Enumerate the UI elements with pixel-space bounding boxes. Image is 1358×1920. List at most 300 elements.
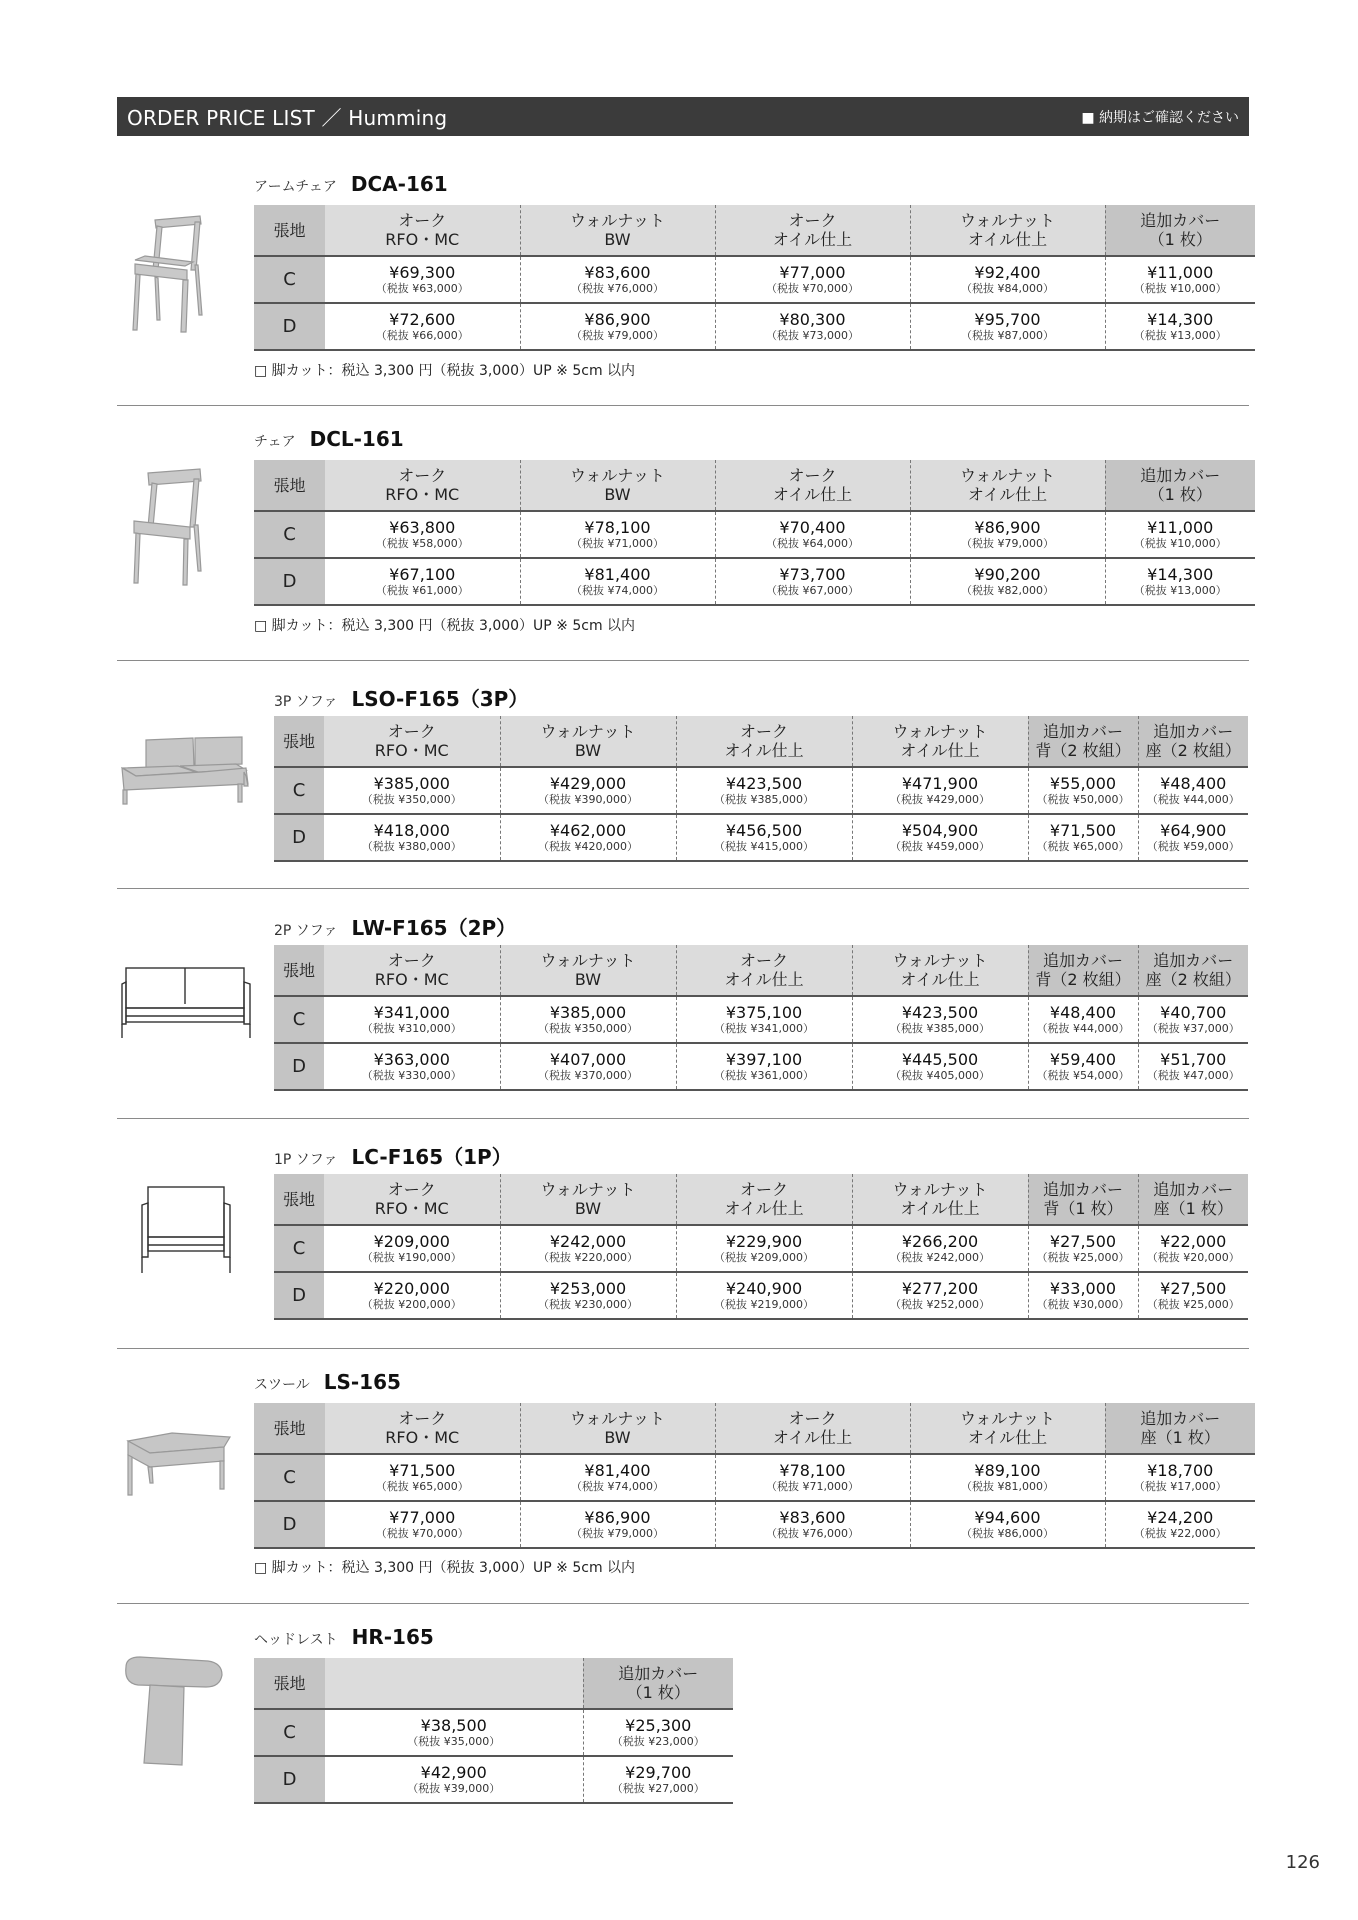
price-cell [325,511,520,558]
header-line-1: 追加カバー [1140,211,1221,230]
column-header [325,205,520,256]
price-tax-excl: （税抜 ¥350,000） [361,793,462,806]
price-tax-excl: （税抜 ¥13,000） [1133,329,1227,342]
price-cell [852,1272,1028,1319]
header-line-2: オイル仕上 [724,970,804,989]
price-tax-excl: （税抜 ¥415,000） [714,840,814,853]
header-line-1: 追加カバー [1042,722,1123,741]
price-cell [325,256,520,303]
price-tax-excl: （税抜 ¥30,000） [1036,1298,1130,1311]
price-cell [852,767,1028,814]
price-tax-excl: （税抜 ¥54,000） [1036,1069,1130,1082]
price-tax-excl: （税抜 ¥25,000） [1146,1298,1240,1311]
price-cell [325,303,520,350]
price-tax-incl: ¥38,500 [420,1716,487,1735]
column-header [583,1658,733,1709]
price-table [254,460,1255,606]
header-line-2: 座（2 枚組） [1145,741,1241,760]
price-tax-excl: （税抜 ¥390,000） [538,793,638,806]
price-cell [715,558,910,605]
price-tax-excl: （税抜 ¥22,000） [1133,1527,1227,1540]
price-tax-incl: ¥363,000 [373,1050,450,1069]
price-tax-incl: ¥70,400 [779,518,846,537]
header-line-2: RFO・MC [374,970,449,989]
column-header [500,1174,676,1225]
product-heading [274,1141,512,1170]
table-row [254,558,1255,605]
price-tax-incl: ¥423,500 [725,774,803,793]
table-row [254,256,1255,303]
price-tax-excl: （税抜 ¥209,000） [714,1251,814,1264]
price-tax-excl: （税抜 ¥65,000） [375,1480,469,1493]
column-header [520,1403,715,1454]
header-line-1: 追加カバー [1140,466,1221,485]
price-tax-excl: （税抜 ¥86,000） [961,1527,1054,1540]
product-heading [274,912,516,941]
price-tax-excl: （税抜 ¥385,000） [890,1022,990,1035]
header-line-2: （1 枚） [626,1683,690,1702]
column-header [715,460,910,511]
header-line-1: オーク [739,1180,788,1199]
price-tax-excl: （税抜 ¥310,000） [361,1022,462,1035]
material-grade: C [274,996,324,1043]
material-header [254,205,325,256]
header-line-1: オーク [387,1180,436,1199]
header-line-2: 座（2 枚組） [1145,970,1241,989]
price-cell [910,303,1105,350]
price-tax-excl: （税抜 ¥17,000） [1133,1480,1227,1493]
header-line-2: オイル仕上 [900,970,980,989]
product-heading [274,683,528,712]
column-header [852,1174,1028,1225]
price-tax-excl: （税抜 ¥59,000） [1146,840,1240,853]
table-row [274,996,1248,1043]
stool-image [120,1425,235,1500]
table-row [274,1272,1248,1319]
price-tax-excl: （税抜 ¥13,000） [1133,584,1227,597]
header-line-2: オイル仕上 [724,1199,804,1218]
price-tax-excl: （税抜 ¥20,000） [1146,1251,1240,1264]
price-tax-incl: ¥81,400 [584,565,651,584]
header-line-2: RFO・MC [385,230,460,249]
price-cell [1138,1272,1248,1319]
section-divider [117,1348,1249,1349]
price-cell [1138,767,1248,814]
product-category: ヘッドレスト [254,1632,338,1648]
column-header [910,1403,1105,1454]
price-cell [1105,511,1255,558]
price-tax-excl: （税抜 ¥74,000） [571,584,664,597]
column-header [1028,1174,1138,1225]
header-line-1: 張地 [273,1418,306,1438]
section-divider [117,1118,1249,1119]
header-line-1: ウォルナット [569,211,666,230]
price-cell [715,511,910,558]
product-heading [254,1370,401,1394]
price-tax-incl: ¥25,300 [625,1716,692,1735]
column-header [852,716,1028,767]
page-title: ORDER PRICE LIST ／ Humming [127,106,448,130]
table-row [274,814,1248,861]
price-tax-excl: （税抜 ¥76,000） [571,282,664,295]
header-line-1: ウォルナット [569,466,666,485]
material-grade: D [274,1272,324,1319]
price-cell [583,1709,733,1756]
column-header [1138,716,1248,767]
price-cell [910,1454,1105,1501]
two-seat-sofa-image [118,962,254,1042]
price-cell [520,256,715,303]
price-tax-incl: ¥86,900 [974,518,1041,537]
table-row [254,1454,1255,1501]
product-code: LC-F165（1P） [351,1145,512,1169]
column-header [325,460,520,511]
price-tax-incl: ¥33,000 [1049,1279,1117,1298]
column-header [676,945,852,996]
table-row [254,1709,733,1756]
header-line-1: オーク [739,722,788,741]
header-line-2: オイル仕上 [772,485,853,504]
table-header-row [274,716,1248,767]
price-table [274,716,1248,862]
product-heading [254,1625,434,1649]
price-tax-excl: （税抜 ¥79,000） [571,1527,664,1540]
header-line-2: BW [574,741,602,760]
price-tax-excl: （税抜 ¥10,000） [1133,537,1227,550]
material-grade: D [274,814,324,861]
price-cell [852,814,1028,861]
column-header [520,205,715,256]
price-cell [852,996,1028,1043]
price-tax-incl: ¥48,400 [1049,1003,1117,1022]
price-cell [676,1225,852,1272]
header-line-1: オーク [387,722,436,741]
price-cell [500,1225,676,1272]
material-grade: D [254,1501,325,1548]
header-line-1: 張地 [282,1189,315,1209]
column-header [1105,205,1255,256]
header-line-1: オーク [387,951,436,970]
header-line-1: オーク [398,466,447,485]
price-cell [1028,996,1138,1043]
column-header [715,1403,910,1454]
header-line-1: オーク [398,211,447,230]
price-cell [500,996,676,1043]
price-tax-incl: ¥22,000 [1160,1232,1227,1251]
price-tax-incl: ¥220,000 [373,1279,450,1298]
header-line-2: RFO・MC [374,741,449,760]
table-row [274,1043,1248,1090]
price-tax-incl: ¥86,900 [584,310,651,329]
price-cell [1105,303,1255,350]
header-line-1: 追加カバー [618,1664,699,1683]
column-header [1138,945,1248,996]
header-line-2: BW [574,1199,602,1218]
price-tax-excl: （税抜 ¥380,000） [361,840,462,853]
material-grade: D [274,1043,324,1090]
table-header-row [274,1174,1248,1225]
section-divider [117,660,1249,661]
column-header [500,716,676,767]
price-tax-incl: ¥67,100 [389,565,456,584]
price-tax-excl: （税抜 ¥252,000） [890,1298,990,1311]
header-line-2: オイル仕上 [900,741,980,760]
price-tax-excl: （税抜 ¥58,000） [375,537,469,550]
product-category: スツール [254,1377,310,1393]
price-tax-excl: （税抜 ¥44,000） [1036,1022,1130,1035]
header-line-1: 追加カバー [1153,722,1234,741]
price-tax-excl: （税抜 ¥25,000） [1036,1251,1130,1264]
price-tax-incl: ¥266,200 [901,1232,979,1251]
header-line-1: オーク [788,466,837,485]
header-line-2: 座（1 枚） [1153,1199,1233,1218]
page-number: 126 [1285,1852,1320,1873]
material-header [274,945,324,996]
price-tax-incl: ¥423,500 [901,1003,979,1022]
material-grade: C [274,767,324,814]
column-header [1105,460,1255,511]
header-line-1: 追加カバー [1042,951,1123,970]
header-line-1: ウォルナット [959,466,1056,485]
armchair-image [125,210,215,335]
price-cell [910,558,1105,605]
price-tax-excl: （税抜 ¥70,000） [375,1527,469,1540]
price-tax-incl: ¥341,000 [373,1003,450,1022]
price-tax-excl: （税抜 ¥50,000） [1036,793,1130,806]
material-header [274,716,324,767]
price-tax-incl: ¥14,300 [1147,565,1214,584]
price-tax-excl: （税抜 ¥84,000） [961,282,1054,295]
chair-image [128,465,213,590]
column-header [500,945,676,996]
price-tax-incl: ¥64,900 [1160,821,1227,840]
price-table [274,1174,1248,1320]
price-tax-excl: （税抜 ¥64,000） [766,537,859,550]
price-tax-incl: ¥240,900 [725,1279,803,1298]
price-cell [520,511,715,558]
price-tax-excl: （税抜 ¥61,000） [375,584,469,597]
header-bar [117,97,1249,136]
price-tax-incl: ¥73,700 [779,565,846,584]
product-heading [254,172,448,196]
price-cell [500,814,676,861]
price-tax-incl: ¥385,000 [549,1003,627,1022]
price-tax-excl: （税抜 ¥76,000） [766,1527,859,1540]
price-tax-incl: ¥407,000 [549,1050,627,1069]
table-header-row [254,205,1255,256]
price-tax-incl: ¥242,000 [549,1232,627,1251]
price-tax-excl: （税抜 ¥87,000） [961,329,1054,342]
column-header [910,460,1105,511]
price-tax-incl: ¥89,100 [974,1461,1041,1480]
price-cell [1028,1272,1138,1319]
price-tax-incl: ¥445,500 [901,1050,979,1069]
price-tax-excl: （税抜 ¥429,000） [890,793,990,806]
header-line-1: 追加カバー [1042,1180,1123,1199]
price-cell [324,814,500,861]
price-tax-excl: （税抜 ¥190,000） [361,1251,462,1264]
header-line-2: 座（1 枚） [1140,1428,1220,1447]
header-line-2: 背（2 枚組） [1035,741,1131,760]
leg-cut-note: □ 脚カット：税込 3,300 円（税抜 3,000）UP ※ 5cm 以内 [254,618,636,634]
price-tax-incl: ¥397,100 [725,1050,803,1069]
price-cell [1105,256,1255,303]
price-tax-incl: ¥94,600 [974,1508,1041,1527]
material-header [274,1174,324,1225]
header-line-1: 張地 [273,475,306,495]
price-tax-excl: （税抜 ¥350,000） [538,1022,638,1035]
product-code: LS-165 [323,1370,401,1394]
price-cell [325,1501,520,1548]
price-tax-incl: ¥92,400 [974,263,1041,282]
price-tax-incl: ¥385,000 [373,774,450,793]
material-grade: C [274,1225,324,1272]
price-tax-incl: ¥72,600 [389,310,456,329]
price-cell [1028,1043,1138,1090]
product-code: HR-165 [351,1625,434,1649]
price-cell [520,1501,715,1548]
material-grade: D [254,303,325,350]
column-header [1028,716,1138,767]
price-tax-incl: ¥24,200 [1147,1508,1214,1527]
price-cell [676,1043,852,1090]
price-cell [715,256,910,303]
product-code: DCA-161 [350,172,448,196]
header-line-1: 追加カバー [1153,951,1234,970]
header-line-1: ウォルナット [540,951,636,970]
price-tax-incl: ¥462,000 [549,821,627,840]
price-tax-incl: ¥277,200 [901,1279,979,1298]
price-tax-excl: （税抜 ¥82,000） [961,584,1054,597]
table-header-row [254,1403,1255,1454]
price-tax-excl: （税抜 ¥405,000） [890,1069,990,1082]
price-tax-excl: （税抜 ¥63,000） [375,282,469,295]
price-tax-excl: （税抜 ¥200,000） [361,1298,462,1311]
price-tax-incl: ¥63,800 [389,518,456,537]
product-code: DCL-161 [309,427,404,451]
price-tax-incl: ¥81,400 [584,1461,651,1480]
header-line-1: 張地 [282,731,315,751]
price-tax-excl: （税抜 ¥67,000） [766,584,859,597]
product-category: 1P ソファ [274,1152,338,1168]
header-line-1: 張地 [282,960,315,980]
price-tax-excl: （税抜 ¥37,000） [1146,1022,1240,1035]
header-line-2: RFO・MC [385,1428,460,1447]
price-cell [715,1501,910,1548]
column-header [1138,1174,1248,1225]
material-grade: D [254,1756,325,1803]
price-table [254,1403,1255,1549]
header-line-2: オイル仕上 [967,485,1048,504]
price-tax-incl: ¥77,000 [779,263,846,282]
price-tax-incl: ¥11,000 [1147,263,1214,282]
price-tax-incl: ¥253,000 [549,1279,627,1298]
price-cell [500,767,676,814]
price-cell [520,558,715,605]
product-code: LW-F165（2P） [351,916,517,940]
leg-cut-note: □ 脚カット：税込 3,300 円（税抜 3,000）UP ※ 5cm 以内 [254,1560,636,1576]
column-header [324,716,500,767]
price-tax-excl: （税抜 ¥361,000） [714,1069,814,1082]
price-tax-incl: ¥27,500 [1160,1279,1227,1298]
header-line-1: オーク [788,1409,837,1428]
table-row [254,511,1255,558]
header-line-2: RFO・MC [374,1199,449,1218]
one-seat-sofa-image [138,1183,234,1278]
price-tax-excl: （税抜 ¥66,000） [375,329,469,342]
price-tax-incl: ¥14,300 [1147,310,1214,329]
price-tax-incl: ¥375,100 [725,1003,803,1022]
price-cell [325,1709,583,1756]
price-tax-incl: ¥471,900 [901,774,979,793]
price-cell [910,511,1105,558]
header-line-2: オイル仕上 [967,1428,1048,1447]
price-tax-excl: （税抜 ¥219,000） [714,1298,814,1311]
header-line-1: ウォルナット [540,722,636,741]
price-cell [1105,1454,1255,1501]
price-cell [324,1272,500,1319]
price-cell [1138,996,1248,1043]
column-header [852,945,1028,996]
price-tax-excl: （税抜 ¥79,000） [571,329,664,342]
three-seat-sofa-image [118,732,253,812]
header-line-2: BW [574,970,602,989]
price-tax-excl: （税抜 ¥220,000） [538,1251,638,1264]
price-cell [1028,767,1138,814]
price-tax-incl: ¥48,400 [1160,774,1227,793]
price-tax-excl: （税抜 ¥79,000） [961,537,1054,550]
column-header [676,1174,852,1225]
header-line-2: RFO・MC [385,485,460,504]
delivery-notice: ■ 納期はご確認ください [1081,109,1239,126]
header-line-1: オーク [739,951,788,970]
header-line-2: 背（2 枚組） [1035,970,1131,989]
price-cell [1028,1225,1138,1272]
header-line-2: オイル仕上 [900,1199,980,1218]
price-tax-incl: ¥209,000 [373,1232,450,1251]
section-divider [117,1603,1249,1604]
price-cell [715,1454,910,1501]
price-tax-incl: ¥51,700 [1160,1050,1227,1069]
price-cell [1105,558,1255,605]
headrest-image [120,1655,225,1770]
material-grade: C [254,511,325,558]
material-header [254,1658,325,1709]
price-tax-excl: （税抜 ¥81,000） [961,1480,1054,1493]
material-header [254,460,325,511]
header-line-2: （1 枚） [1148,230,1212,249]
price-tax-incl: ¥78,100 [779,1461,846,1480]
price-tax-incl: ¥71,500 [1049,821,1117,840]
price-cell [1138,1043,1248,1090]
price-tax-incl: ¥83,600 [584,263,651,282]
price-tax-incl: ¥69,300 [389,263,456,282]
header-line-1: ウォルナット [892,722,988,741]
product-heading [254,427,404,451]
price-tax-excl: （税抜 ¥74,000） [571,1480,664,1493]
price-cell [500,1043,676,1090]
price-tax-excl: （税抜 ¥39,000） [407,1782,501,1795]
price-cell [500,1272,676,1319]
price-tax-excl: （税抜 ¥47,000） [1146,1069,1240,1082]
price-cell [324,1043,500,1090]
price-tax-excl: （税抜 ¥71,000） [571,537,664,550]
price-cell [910,1501,1105,1548]
price-tax-excl: （税抜 ¥23,000） [611,1735,705,1748]
price-cell [583,1756,733,1803]
header-line-1: 追加カバー [1140,1409,1221,1428]
header-line-1: 張地 [273,220,306,240]
